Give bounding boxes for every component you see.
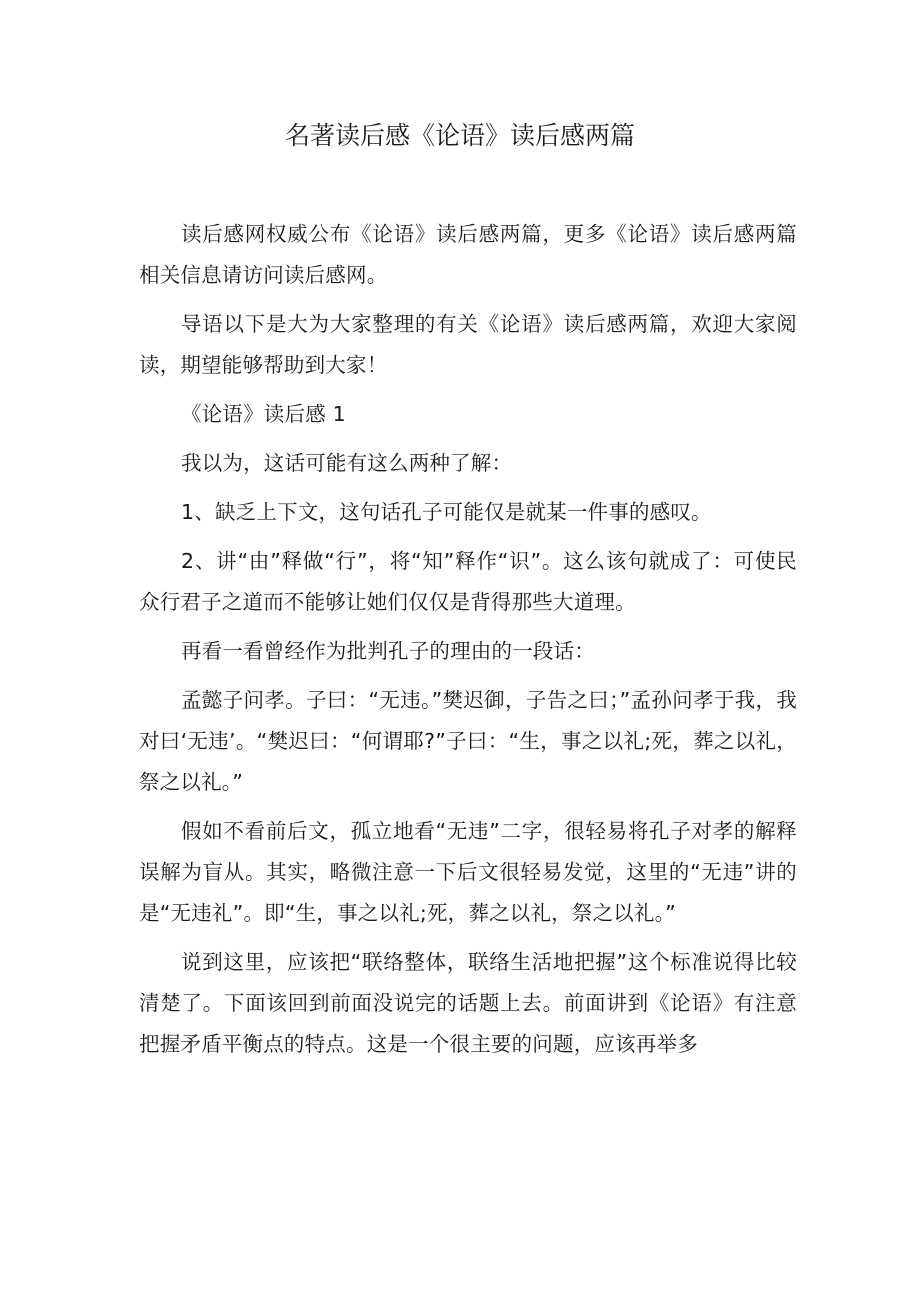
document-body (139, 214, 797, 1073)
section-heading: 《论语》读后感 1 (181, 402, 346, 426)
paragraph: 说到这里，应该把“联络整体，联络生活地把握”这个标准说得比较清楚了。下面该回到前面没说完的话题上去。前面讲到《论语》有注意把握矛盾平衡点的特点。这是一个很主要的问题，应该再举多 (139, 950, 797, 1056)
paragraph: 我以为，这话可能有这么两种了解： (181, 451, 513, 475)
paragraph-lead: 导语以下是大为大家整理的有关《论语》读后感两篇，欢迎大家阅读，期望能够帮助到大家！ (139, 312, 797, 377)
paragraph: 再看一看曾经作为批判孔子的理由的一段话： (181, 639, 595, 663)
paragraph: 1、缺乏上下文，这句话孔子可能仅是就某一件事的感叹。 (181, 500, 712, 524)
document-title: 名著读后感《论语》读后感两篇 (284, 121, 635, 150)
paragraph: 假如不看前后文，孤立地看“无违”二字，很轻易将孔子对孝的解释误解为盲从。其实，略微注意一下后文很轻易发觉，这里的“无违”讲的是“无违礼”。即“生，事之以礼;死，葬之以礼，祭之以礼。” (139, 819, 797, 925)
paragraph-intro: 读后感网权威公布《论语》读后感两篇，更多《论语》读后感两篇相关信息请访问读后感网。 (139, 222, 797, 287)
paragraph-quote: 孟懿子问孝。子曰：“无违。”樊迟御，子告之曰；”孟孙问孝于我，我对曰‘无违’。“樊迟曰：“何谓耶?”子曰：“生，事之以礼;死，葬之以礼，祭之以礼。” (139, 688, 797, 794)
paragraph: 2、讲“由”释做“行”，将“知”释作“识”。这么该句就成了：可使民众行君子之道而不能够让她们仅仅是背得那些大道理。 (139, 549, 797, 614)
